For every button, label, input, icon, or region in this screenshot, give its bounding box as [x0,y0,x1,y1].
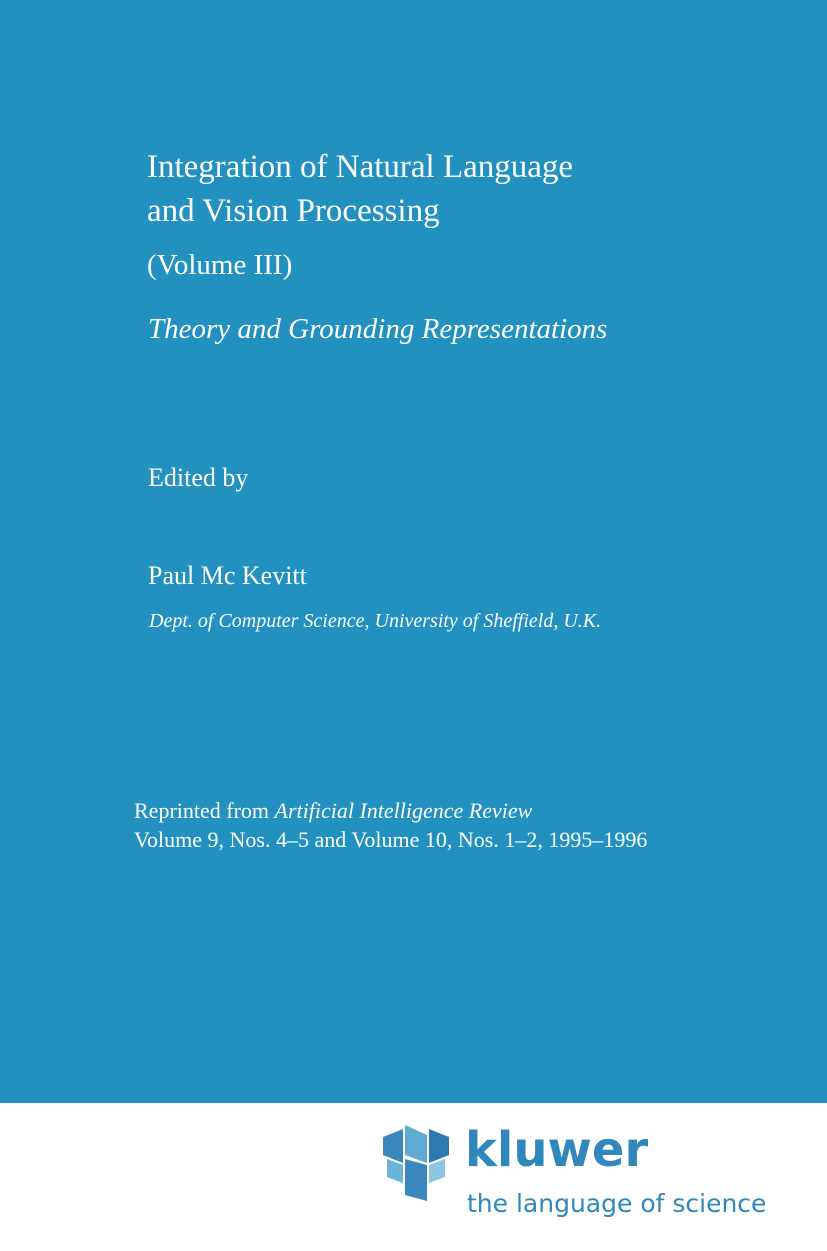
reprint-source [134,800,532,822]
editor-name: Paul Mc Kevitt [148,561,307,590]
reprint-details: Volume 9, Nos. 4–5 and Volume 10, Nos. 1–2, 1995–1996 [134,827,648,852]
title-line-1: Integration of Natural Language [147,149,574,185]
publisher-name: kluwer [465,1122,649,1178]
kluwer-logo-icon [383,1125,449,1201]
reprint-prefix: Reprinted from [134,798,275,823]
editor-affiliation: Dept. of Computer Science, University of Sheffield, U.K. [149,610,602,632]
volume-label: (Volume III) [147,249,293,281]
reprint-journal: Artificial Intelligence Review [274,798,533,823]
subtitle: Theory and Grounding Representations [148,313,608,345]
title-line-2: and Vision Processing [147,193,440,229]
publisher-tagline: the language of science [467,1189,767,1218]
edited-by-label: Edited by [148,463,249,492]
